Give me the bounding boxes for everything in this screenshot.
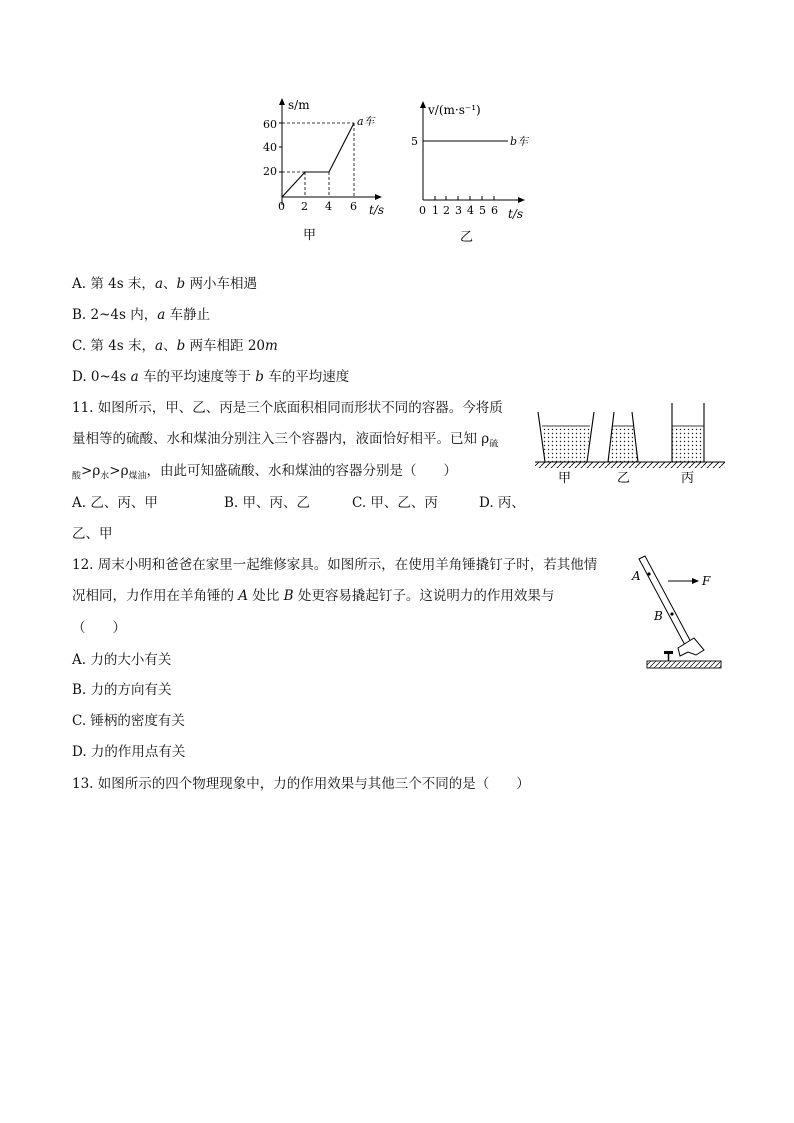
q10-option-d-mid: 车的平均速度等于 [138, 369, 256, 385]
container-yi-liquid [608, 426, 638, 462]
x-ticks [435, 196, 494, 200]
graph-jia [255, 92, 395, 242]
container-bing-liquid [672, 426, 704, 462]
y-unit: s/m [288, 98, 310, 112]
q10-option-a-rest: 两小车相遇 [185, 276, 257, 292]
q10-option-d-var-b: b [255, 369, 264, 385]
q10-option-a-var-b: b [176, 276, 186, 292]
q10-option-c-sep: 、 [163, 338, 177, 354]
hammer-handle [639, 556, 692, 647]
label-b: B [654, 609, 663, 623]
container-jia-liquid [542, 426, 590, 462]
x-tick-4: 4 [467, 204, 474, 217]
container-figure [535, 400, 725, 490]
q11-gt-2: >ρ [109, 463, 129, 479]
y-tick-60: 60 [263, 118, 277, 131]
q10-option-c-unit: m [265, 338, 278, 354]
q10-option-c-var-a: a [155, 338, 164, 354]
q12-stem-line2-a: 况相同，力作用在羊角锤的 [72, 588, 239, 604]
q10-option-b [72, 305, 210, 325]
x-arrow [518, 197, 525, 203]
q12-option-d: D. 力的作用点有关 [72, 744, 186, 760]
q10-option-d-var-a: a [130, 369, 139, 385]
q10-option-a-prefix: A. 第 4s 末， [72, 276, 155, 292]
q11-stem-line2 [72, 429, 498, 455]
y-tick-5: 5 [411, 135, 418, 148]
q10-option-d [72, 367, 349, 387]
y-tick-20: 20 [263, 165, 277, 178]
label-yi: 乙 [617, 471, 631, 486]
graph-yi [408, 95, 538, 245]
x-tick-3: 3 [455, 204, 462, 217]
x-tick-2: 2 [301, 200, 308, 213]
q11-stem-line2-text: 量相等的硫酸、水和煤油分别注入三个容器内，液面恰好相平。已知 ρ [72, 431, 490, 447]
q12-option-a: A. 力的大小有关 [72, 652, 172, 668]
q11-option-b: B. 甲、丙、乙 [224, 495, 311, 511]
x-tick-2: 2 [443, 204, 450, 217]
q12-stem-line2-b: 处比 [248, 588, 284, 604]
x-tick-4: 4 [325, 200, 332, 213]
x-unit: t/s [369, 203, 385, 217]
q10-option-c-prefix: C. 第 4s 末， [72, 338, 156, 354]
label-jia: 甲 [558, 471, 572, 486]
y-arrow [420, 101, 426, 108]
q11-stem-line3-rest: ，由此可知盛硫酸、水和煤油的容器分别是（ ） [146, 463, 458, 479]
q10-option-b-prefix: B. 2~4s 内， [72, 307, 158, 323]
q13-stem: 13. 如图所示的四个物理现象中，力的作用效果与其他三个不同的是（ ） [72, 776, 530, 792]
q12-stem-line2-c: 处更容易撬起钉子。这说明力的作用效果与 [293, 588, 555, 604]
q12-stem-line3: （ ） [72, 620, 126, 636]
q11-sub-sulfuric-2: 酸 [72, 471, 82, 482]
x-tick-6: 6 [350, 200, 357, 213]
q12-point-a: A [238, 588, 249, 604]
q10-option-b-rest: 车静止 [165, 307, 211, 323]
q10-option-b-var-a: a [157, 307, 166, 323]
q11-sub-kerosene: 煤油 [128, 471, 147, 482]
series-b-label: b车 [510, 135, 529, 148]
board [647, 661, 721, 668]
q11-stem-line3 [72, 461, 457, 487]
nail-head [664, 651, 673, 654]
q10-option-d-prefix: D. 0~4s [72, 369, 131, 385]
x-unit: t/s [508, 207, 524, 221]
ground-hatch [535, 462, 725, 468]
q10-option-c-var-b: b [176, 338, 186, 354]
q11-option-c: C. 甲、乙、丙 [352, 495, 438, 511]
x-tick-0: 0 [278, 200, 285, 213]
y-unit: v/(m·s⁻¹) [428, 103, 481, 117]
force-arrowhead [692, 578, 699, 584]
x-tick-0: 0 [419, 204, 426, 217]
q11-option-d-continued: 乙、甲 [72, 526, 113, 542]
point-a-dot [647, 572, 650, 575]
q12-stem-line2 [72, 586, 554, 606]
hammer-head [678, 638, 704, 656]
q12-option-b: B. 力的方向有关 [72, 682, 172, 698]
q12-option-c: C. 锤柄的密度有关 [72, 713, 185, 729]
q10-option-a-sep: 、 [163, 276, 177, 292]
x-tick-5: 5 [479, 204, 486, 217]
q10-option-c-mid: 两车相距 20 [185, 338, 266, 354]
label-a: A [632, 569, 641, 583]
series-a-line [282, 123, 354, 197]
x-tick-6: 6 [491, 204, 498, 217]
q10-option-a [72, 274, 257, 294]
q11-sub-water: 水 [100, 471, 110, 482]
label-bing: 丙 [681, 471, 695, 486]
point-b-dot [670, 612, 673, 615]
q11-gt-1: >ρ [81, 463, 101, 479]
q12-point-b: B [283, 588, 294, 604]
q11-stem-line1: 11. 如图所示，甲、乙、丙是三个底面积相同而形状不同的容器。今将质 [72, 400, 503, 416]
hammer-figure [620, 552, 730, 677]
q11-sub-sulfuric-1: 硫 [489, 439, 499, 450]
q12-stem-line1: 12. 周末小明和爸爸在家里一起维修家具。如图所示，在使用羊角锤撬钉子时，若其他情 [72, 557, 598, 573]
y-tick-40: 40 [263, 141, 277, 154]
caption-yi: 乙 [460, 230, 474, 245]
y-arrow [279, 98, 285, 105]
q10-option-a-var-a: a [154, 276, 163, 292]
x-tick-1: 1 [432, 204, 439, 217]
q11-option-d: D. 丙、 [479, 495, 525, 511]
x-arrow [375, 194, 382, 200]
label-f: F [702, 574, 711, 588]
q11-option-a: A. 乙、丙、甲 [72, 495, 158, 511]
series-a-label: a车 [357, 115, 375, 128]
caption-jia: 甲 [303, 228, 317, 242]
q10-option-c [72, 336, 278, 356]
q10-option-d-rest: 车的平均速度 [263, 369, 350, 385]
